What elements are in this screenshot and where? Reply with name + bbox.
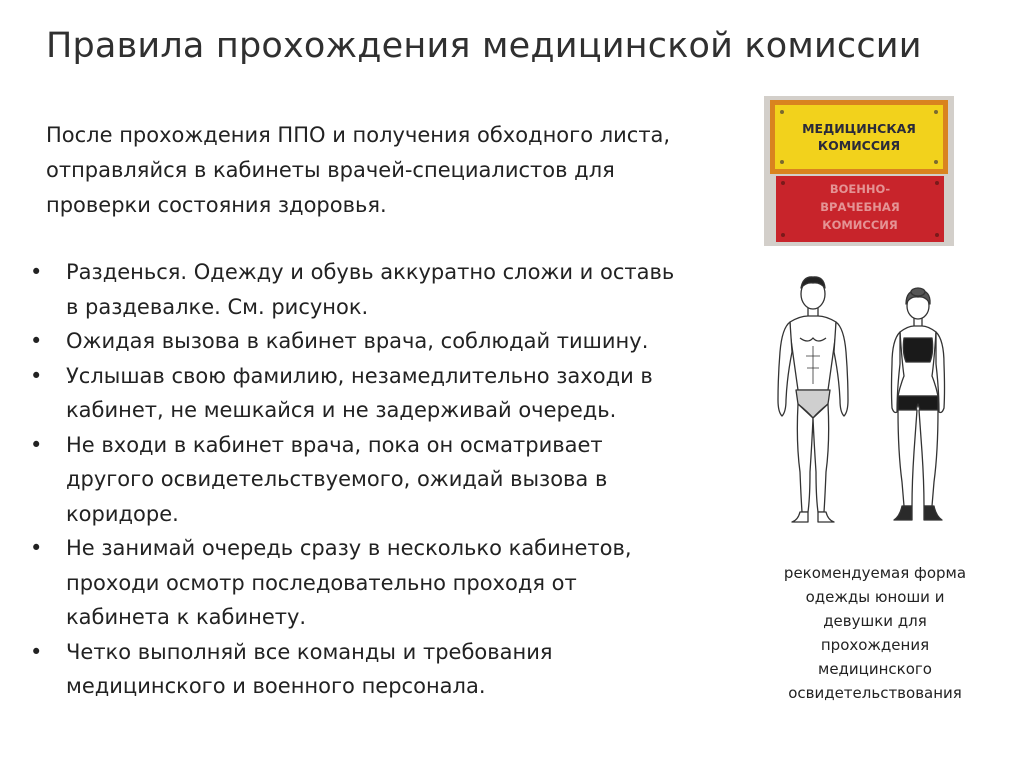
intro-paragraph: [46, 118, 736, 223]
rule-line: кабинета к кабинету.: [66, 605, 307, 629]
rule-item: [28, 324, 743, 359]
rule-item: [28, 635, 743, 704]
intro-line: После прохождения ППО и получения обходного листа,: [46, 123, 671, 147]
male-figure-icon: [778, 277, 848, 522]
rule-line: в раздевалке. См. рисунок.: [66, 294, 369, 319]
rule-line: медицинского и военного персонала.: [66, 674, 486, 698]
rule-line: другого освидетельствуемого, ожидай вызова в: [66, 467, 608, 491]
rule-line: кабинет, не мешкайся и не задерживай очередь.: [66, 398, 617, 422]
rule-item: [28, 531, 743, 635]
rule-line: Не занимай очередь сразу в несколько кабинетов,: [66, 536, 632, 560]
rule-line: коридоре.: [66, 501, 179, 526]
figures-caption: [760, 561, 990, 705]
bullet-icon: •: [30, 363, 43, 388]
rule-item: [28, 428, 743, 532]
red-plate-line: КОМИССИЯ: [822, 218, 898, 232]
female-figure-icon: [892, 288, 945, 520]
rule-line: Разденься. Одежду и обувь аккуратно сложи и оставь: [66, 260, 675, 284]
caption-line: девушки для: [823, 612, 927, 630]
rule-item: [28, 359, 743, 428]
bullet-icon: •: [30, 329, 43, 353]
rule-line: Четко выполняй все команды и требования: [66, 639, 553, 664]
caption-line: прохождения: [820, 636, 930, 654]
red-plate-line: ВОЕННО-: [829, 182, 891, 196]
intro-line: проверки состояния здоровья.: [46, 193, 387, 217]
caption-line: медицинского: [818, 660, 932, 678]
bullet-icon: •: [30, 639, 43, 664]
yellow-plate-line: МЕДИЦИНСКАЯ: [802, 121, 916, 136]
caption-line: рекомендуемая форма: [783, 564, 967, 582]
bullet-icon: •: [30, 432, 43, 457]
rule-line: Услышав свою фамилию, незамедлительно заходи в: [66, 363, 653, 388]
rule-line: проходи осмотр последовательно проходя от: [66, 570, 577, 595]
yellow-plate: [775, 105, 943, 169]
bullet-icon: •: [30, 260, 43, 284]
clothing-figures-illustration: [770, 272, 960, 528]
caption-line: одежды юноши и: [805, 588, 945, 606]
rules-list: [28, 255, 743, 704]
intro-line: отправляйся в кабинеты врачей-специалистов для: [46, 158, 615, 182]
rule-line: Ожидая вызова в кабинет врача, соблюдай тишину.: [66, 329, 649, 353]
red-plate-line: ВРАЧЕБНАЯ: [820, 200, 900, 214]
yellow-plate-line: КОМИССИЯ: [817, 138, 901, 153]
caption-line: освидетельствования: [788, 684, 962, 702]
slide-title: Правила прохождения медицинской комиссии: [46, 26, 922, 66]
rule-item: [28, 255, 743, 324]
sign-plates-image: [764, 96, 954, 246]
rule-line: Не входи в кабинет врача, пока он осматривает: [66, 432, 603, 457]
commission-sign-photo: [764, 96, 954, 246]
bullet-icon: •: [30, 536, 43, 560]
